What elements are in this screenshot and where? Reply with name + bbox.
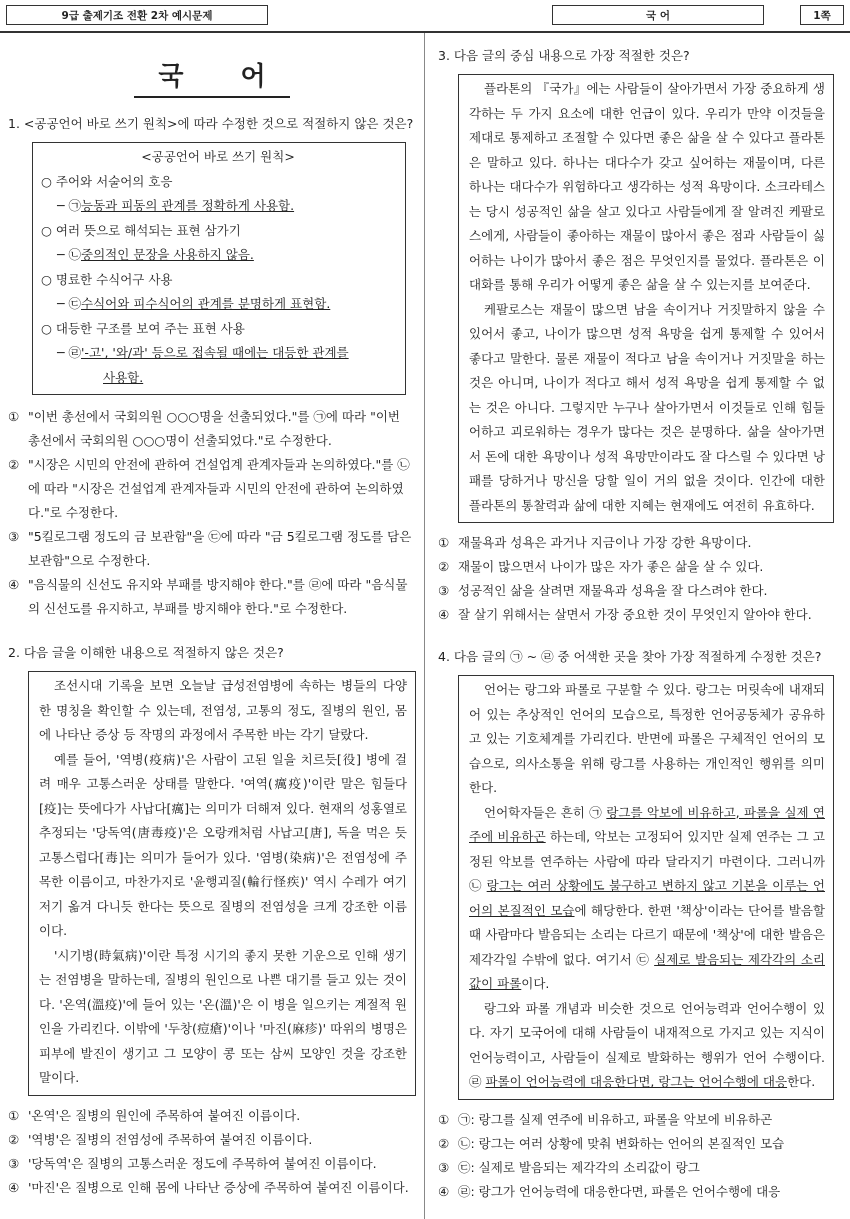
passage-paragraph: 플라톤의 『국가』에는 사람들이 살아가면서 가장 중요하게 생각하는 두 가지 요소에 대한 언급이 있다. 우리가 만약 이것들을 제대로 통제하고 조절할 수 있다면 좋은 삶을 살 수 있다고 플라톤은 말하고 있다. 하나는 대다수가 갖고 싶어하는 재물이며, 다른 하나는 대다수가 위험하다고 생각하는 성적 욕망이다. 소크라테스는 당시 성공적인 삶을 살고 있다고 사람들에게 잘 알려진 케팔로스에게, 사람들이 좋아하는 재물이 많아서 좋은 점과 사람들이 싫어하는 나이가 많아서 좋은 점은 무엇인지를 물었다. 플라톤은 이 대화를 통해 우리가 어떻게 좋은 삶을 살 수 있는지를 보여준다. xyxy=(469,81,825,292)
subject-label: 국 어 xyxy=(646,9,670,22)
rule-detail: ─ ㉣'-고', '와/과' 등으로 접속될 때에는 대등한 관계를 xyxy=(57,345,349,360)
option-3[interactable]: ③ "5킬로그램 정도의 금 보관함"을 ㉢에 따라 "금 5킬로그램 정도를 담은 보관함"으로 수정한다. xyxy=(8,529,412,568)
option-4[interactable]: ④ '마진'은 질병으로 인해 몸에 나타난 증상에 주목하여 붙여진 이름이다. xyxy=(8,1179,409,1195)
passage-paragraph: 조선시대 기록을 보면 오늘날 급성전염병에 속하는 병들의 다양한 명칭을 확인할 수 있는데, 전염성, 고통의 정도, 질병의 원인, 몸에 나타난 증상 등 작명의 과정에서 주목한 바는 각기 달랐다. xyxy=(39,678,407,742)
option-4[interactable]: ④ 잘 살기 위해서는 살면서 가장 중요한 것이 무엇인지 알아야 한다. xyxy=(438,607,812,622)
subject-box xyxy=(552,5,764,25)
page-number: 1쪽 xyxy=(813,9,831,22)
answer-options xyxy=(438,531,842,627)
passage-paragraph: 언어학자들은 흔히 ㉠ 랑그를 악보에 비유하고, 파롤을 실제 연주에 비유하곤 하는데, 악보는 고정되어 있지만 실제 연주는 그 고정된 악보를 연주하는 사람에 따라 달라지기 마련이다. 그러니까 ㉡ 랑그는 여러 상황에도 불구하고 변하지 않고 기본을 이루는 언어의 본질적인 모습에 해당한다. 한편 '책상'이라는 단어를 발음할 때 사람마다 발음되는 소리는 다르기 때문에 '책상'에 대한 발음은 제각각일 수밖에 없다. 여기서 ㉢ 실제로 발음되는 제각각의 소리값이 파롤이다. xyxy=(469,804,825,991)
question-stem: 1. <공공언어 바로 쓰기 원칙>에 따라 수정한 것으로 적절하지 않은 것은? xyxy=(8,116,414,131)
page-title: 국 어 xyxy=(8,56,416,98)
option-3[interactable]: ③ '당독역'은 질병의 고통스러운 정도에 주목하여 붙여진 이름이다. xyxy=(8,1155,377,1171)
rule-detail: ─ ㉠능동과 피동의 관계를 정확하게 사용함. xyxy=(57,198,295,213)
left-column xyxy=(8,40,416,1200)
question-1 xyxy=(8,112,416,621)
rule-heading: ○ 주어와 서술어의 호응 xyxy=(41,173,173,189)
exam-title: 9급 출제기조 전환 2차 예시문제 xyxy=(61,9,213,22)
header-rule xyxy=(0,31,850,33)
column-divider xyxy=(424,33,425,1219)
question-stem: 4. 다음 글의 ㉠ ~ ㉣ 중 어색한 곳을 찾아 가장 적절하게 수정한 것은? xyxy=(438,649,822,664)
passage-box xyxy=(28,671,416,1096)
rule-heading: ○ 명료한 수식어구 사용 xyxy=(41,271,173,287)
underlined-phrase-4: 파롤이 언어능력에 대응한다면, 랑그는 언어수행에 대응 xyxy=(485,1074,788,1089)
answer-options xyxy=(8,405,416,621)
passage-paragraph: '시기병(時氣病)'이란 특정 시기의 좋지 못한 기운으로 인해 생기는 전염병을 말하는데, 질병의 원인으로 나쁜 대기를 들고 있는 것이다. '온역(溫疫)'에 들어 있는 '온(溫)'은 이 병을 일으키는 계절적 원인을 가리킨다. 이밖에 '두창(痘瘡)'이나 '마진(麻疹)' 따위의 병명은 피부에 발진이 생기고 그 모양이 콩 또는 삼씨 모양인 것을 강조한 말이다. xyxy=(39,947,407,1085)
option-3[interactable]: ③ ㉢: 실제로 발음되는 제각각의 소리값이 랑그 xyxy=(438,1159,700,1175)
option-3[interactable]: ③ 성공적인 삶을 살려면 재물욕과 성욕을 잘 다스려야 한다. xyxy=(438,583,768,598)
question-stem: 2. 다음 글을 이해한 내용으로 적절하지 않은 것은? xyxy=(8,645,284,660)
right-column xyxy=(438,44,842,1204)
option-1[interactable]: ① "이번 총선에서 국회의원 ○○○명을 선출되었다."를 ㉠에 따라 "이번 총선에서 국회의원 ○○○명이 선출되었다."로 수정한다. xyxy=(8,409,400,448)
underlined-phrase-1: 랑그를 악보에 비유하고, 파롤을 실제 연주에 비유하곤 xyxy=(469,804,825,844)
option-2[interactable]: ② ㉡: 랑그는 여러 상황에 맞춰 변화하는 언어의 본질적인 모습 xyxy=(438,1135,785,1151)
option-2[interactable]: ② 재물이 많으면서 나이가 많은 자가 좋은 삶을 살 수 있다. xyxy=(438,559,764,574)
answer-options xyxy=(8,1104,416,1200)
underlined-phrase-3: 실제로 발음되는 제각각의 소리값이 파롤 xyxy=(469,951,825,991)
option-2[interactable]: ② "시장은 시민의 안전에 관하여 건설업계 관계자들과 논의하였다."를 ㉡에 따라 "시장은 건설업계 관계자들과 시민의 안전에 관하여 논의하였다."로 수정한다. xyxy=(8,457,410,520)
passage-paragraph: 예를 들어, '역병(疫病)'은 사람이 고된 일을 치르듯[役] 병에 걸려 매우 고통스러운 상태를 말한다. '여역(癘疫)'이란 말은 힘들다[疫]는 뜻에다가 사납다[癘]는 의미가 더해져 있다. 현재의 성홍열로 추정되는 '당독역(唐毒疫)'은 오랑캐처럼 사납고[唐], 독을 먹은 듯 고통스럽다[毒]는 의미가 들어가 있다. '염병(染病)'은 전염성에 주목한 이름이고, 마찬가지로 '윤행괴질(輪行怪疾)' 역시 수레가 여기저기 옮겨 다니듯 한다는 뜻으로 질병의 전염성을 크게 강조한 이름이다. xyxy=(39,751,407,938)
passage-box xyxy=(458,675,834,1100)
option-2[interactable]: ② '역병'은 질병의 전염성에 주목하여 붙여진 이름이다. xyxy=(8,1131,313,1147)
underlined-phrase-2: 랑그는 여러 상황에도 불구하고 변하지 않고 기본을 이루는 언어의 본질적인 모습 xyxy=(469,878,825,918)
page-number-box xyxy=(800,5,844,25)
passage-paragraph: 케팔로스는 재물이 많으면 남을 속이거나 거짓말하지 않을 수 있어서 좋고, 나이가 많으면 성적 욕망을 쉽게 통제할 수 있어서 좋다고 말한다. 물론 재물이 적다고 남을 속이거나 거짓말을 하는 것은 아니며, 나이가 적다고 해서 성적 욕망을 쉽게 통제할 수 없는 것은 아니다. 그렇지만 누구나 살아가면서 이것들로 인해 힘들어하고 괴로워하는 경우가 많다는 것은 분명하다. 삶을 살아가면서 돈에 대한 욕망이나 성적 욕망만이라도 잘 다스릴 수 있다면 낭패를 당하거나 망신을 당할 일이 거의 없을 것이다. 인간에 대한 플라톤의 통찰력과 삶에 대한 지혜는 현재에도 여전히 유효하다. xyxy=(469,301,825,513)
option-4[interactable]: ④ "음식물의 신선도 유지와 부패를 방지해야 한다."를 ㉣에 따라 "음식물의 신선도를 유지하고, 부패를 방지해야 한다."로 수정한다. xyxy=(8,577,408,616)
question-4 xyxy=(438,645,842,1204)
passage-box xyxy=(458,74,834,523)
exam-title-box xyxy=(6,5,268,25)
rule-heading: ○ 여러 뜻으로 해석되는 표현 삼가기 xyxy=(41,222,241,238)
option-1[interactable]: ① 재물욕과 성욕은 과거나 지금이나 가장 강한 욕망이다. xyxy=(438,535,752,550)
answer-options xyxy=(438,1108,842,1204)
rules-box xyxy=(32,142,406,395)
passage-paragraph: 랑그와 파롤 개념과 비슷한 것으로 언어능력과 언어수행이 있다. 자기 모국어에 대해 사람들이 내재적으로 가지고 있는 지식이 언어능력이고, 사람들이 실제로 발화하는 행위가 언어 수행이다. ㉣ 파롤이 언어능력에 대응한다면, 랑그는 언어수행에 대응한다. xyxy=(469,1000,825,1089)
rule-detail: ─ ㉡중의적인 문장을 사용하지 않음. xyxy=(57,247,254,262)
rule-detail-cont: 사용함. xyxy=(103,369,144,385)
rule-heading: ○ 대등한 구조를 보여 주는 표현 사용 xyxy=(41,320,245,336)
passage-paragraph: 언어는 랑그와 파롤로 구분할 수 있다. 랑그는 머릿속에 내재되어 있는 추상적인 언어의 모습으로, 특정한 언어공동체가 공유하고 있는 기호체계를 가리킨다. 반면에 파롤은 구체적인 언어의 모습으로, 의사소통을 위해 랑그를 사용하는 개인적인 행위를 의미한다. xyxy=(469,682,825,795)
rule-detail: ─ ㉢수식어와 피수식어의 관계를 분명하게 표현함. xyxy=(57,296,331,311)
question-2 xyxy=(8,641,416,1200)
option-1[interactable]: ① ㉠: 랑그를 실제 연주에 비유하고, 파롤을 악보에 비유하곤 xyxy=(438,1111,773,1127)
rules-box-title: <공공언어 바로 쓰기 원칙> xyxy=(141,149,295,164)
option-4[interactable]: ④ ㉣: 랑그가 언어능력에 대응한다면, 파롤은 언어수행에 대응 xyxy=(438,1183,781,1199)
question-stem: 3. 다음 글의 중심 내용으로 가장 적절한 것은? xyxy=(438,48,690,63)
question-3 xyxy=(438,44,842,627)
option-1[interactable]: ① '온역'은 질병의 원인에 주목하여 붙여진 이름이다. xyxy=(8,1107,301,1123)
